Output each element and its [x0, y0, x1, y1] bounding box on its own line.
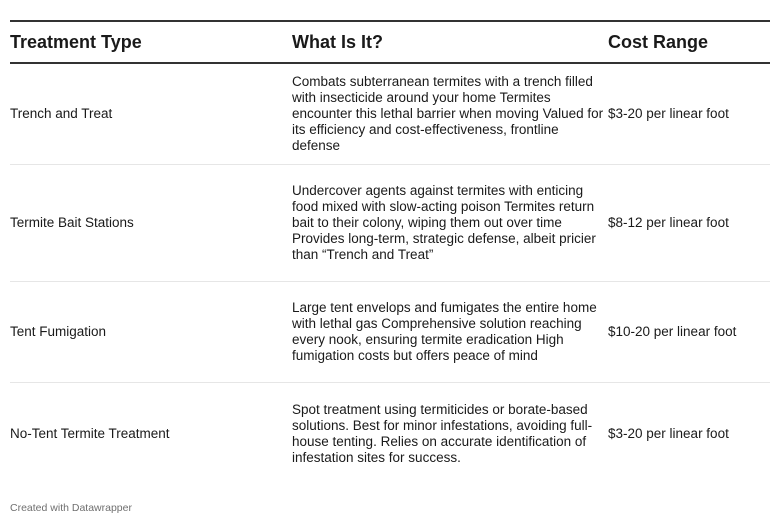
table-row [10, 165, 770, 282]
cost-range-cell: $3-20 per linear foot [608, 425, 729, 441]
header-what-is-it: What Is It? [292, 31, 383, 52]
header-cost-range: Cost Range [608, 31, 709, 52]
datawrapper-credit[interactable]: Created with Datawrapper [10, 502, 132, 514]
table-row [10, 64, 770, 165]
cost-range-cell: $8-12 per linear foot [608, 215, 729, 230]
treatment-type-cell: Termite Bait Stations [10, 215, 134, 230]
header-treatment-type: Treatment Type [10, 31, 142, 52]
cost-range-cell: $10-20 per linear foot [608, 324, 737, 339]
treatment-type-cell: Tent Fumigation [10, 324, 107, 339]
cost-range-cell: $3-20 per linear foot [608, 106, 729, 121]
treatment-type-cell: No-Tent Termite Treatment [10, 425, 170, 441]
treatment-table [10, 20, 770, 484]
description-cell: Undercover agents against termites with enticing food mixed with slow-acting poison Termites return bait to their colony, wiping them out over time Provides long-term, strategic defense, albeit pricier than “Trench and Treat” [292, 183, 596, 262]
description-cell: Spot treatment using termiticides or borate-based solutions. Best for minor infestations, avoiding full-house tenting. Relies on accurate identification of infestation sites for success. [292, 401, 593, 465]
table-header [10, 20, 770, 64]
table-row [10, 282, 770, 383]
description-cell: Combats subterranean termites with a trench filled with insecticide around your home Termites encounter this lethal barrier when moving Valued for its efficiency and cost-effectiveness, frontline defense [292, 74, 604, 153]
treatment-type-cell: Trench and Treat [10, 106, 113, 121]
table-row [10, 383, 770, 484]
description-cell: Large tent envelops and fumigates the entire home with lethal gas Comprehensive solution reaching every nook, ensuring termite eradication High fumigation costs but offers peace of mind [292, 300, 597, 363]
